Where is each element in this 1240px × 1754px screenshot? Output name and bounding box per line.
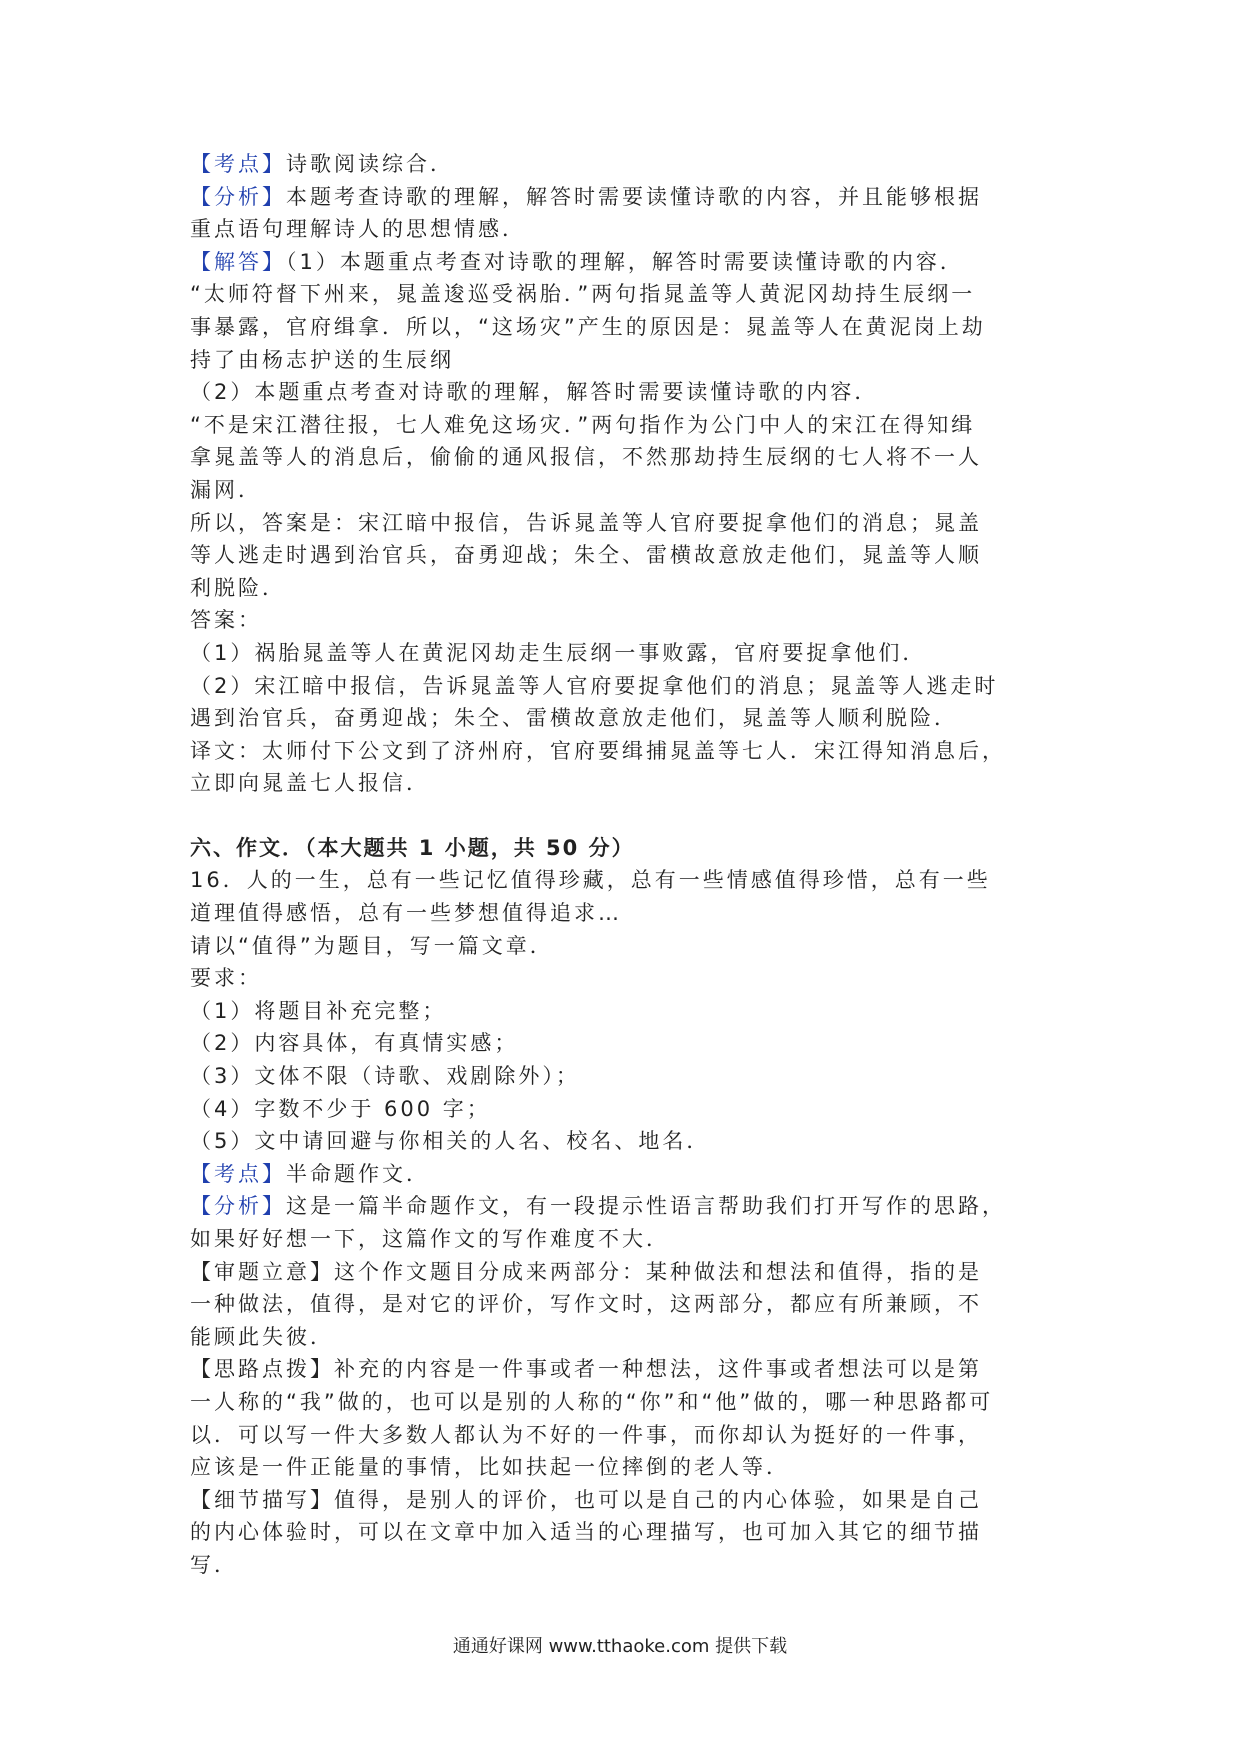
fenxi-line [190,181,1060,214]
shenti-line: 【审题立意】这个作文题目分成来两部分：某种做法和想法和值得，指的是 [190,1259,982,1284]
text-line: 立即向晁盖七人报信． [190,771,430,796]
text-line: 请以“值得”为题目，写一篇文章． [190,933,554,958]
xijie-line: 【细节描写】值得，是别人的评价，也可以是自己的内心体验，如果是自己 [190,1487,982,1512]
page-footer: 通通好课网 www.tthaoke.com 提供下载 [452,1636,788,1657]
text-line: 利脱险． [190,575,286,600]
text-line: （2）本题重点考查对诗歌的理解，解答时需要读懂诗歌的内容． [190,380,879,405]
requirement-item: （1）将题目补充完整； [190,998,447,1023]
requirement-item: （4）字数不少于 600 字； [190,1096,491,1121]
kaodian-text: 诗歌阅读综合． [286,152,454,176]
text-line: 拿晁盖等人的消息后，偷偷的通风报信，不然那劫持生辰纲的七人将不一人 [190,445,982,470]
kaodian-line [190,148,1060,181]
text-line: 等人逃走时遇到治官兵，奋勇迎战；朱仝、雷横故意放走他们，晁盖等人顺 [190,543,982,568]
jieda-text: （1）本题重点考查对诗歌的理解，解答时需要读懂诗歌的内容． [286,249,964,274]
fenxi-text: 这是一篇半命题作文，有一段提示性语言帮助我们打开写作的思路， [286,1194,1006,1219]
text-line: 一人称的“我”做的，也可以是别的人称的“你”和“他”做的，哪一种思路都可 [190,1389,994,1414]
answer-item: （1）祸胎晁盖等人在黄泥冈劫走生辰纲一事败露，官府要捉拿他们． [190,640,927,665]
requirement-item: （5）文中请回避与你相关的人名、校名、地名． [190,1129,711,1154]
kaodian-tag: 【考点】 [190,152,286,176]
jieda-tag: 【解答】 [190,249,286,274]
document-page [190,148,1060,1582]
text-line: 事暴露，官府缉拿．所以，“这场灾”产生的原因是：晁盖等人在黄泥岗上劫 [190,314,986,339]
kaodian-text: 半命题作文． [286,1161,430,1186]
requirement-item: （2）内容具体，有真情实感； [190,1031,519,1056]
kaodian-tag: 【考点】 [190,1161,286,1186]
section-gap [190,800,1060,832]
text-line: 一种做法，值得，是对它的评价，写作文时，这两部分，都应有所兼顾，不 [190,1292,982,1317]
text-line: 所以，答案是：宋江暗中报信，告诉晁盖等人官府要捉拿他们的消息；晁盖 [190,510,982,535]
fenxi-line [190,1190,1060,1223]
text-line: 漏网． [190,477,262,502]
text-line: 的内心体验时，可以在文章中加入适当的心理描写，也可加入其它的细节描 [190,1520,982,1545]
section-heading: 六、作文．（本大题共 1 小题，共 50 分） [190,835,635,860]
kaodian-line [190,1158,1060,1191]
translation-line: 译文：太师付下公文到了济州府，官府要缉捕晁盖等七人．宋江得知消息后， [190,738,1006,763]
text-line: 写． [190,1552,238,1577]
text-line: 道理值得感悟，总有一些梦想值得追求… [190,901,622,926]
text-line: 以．可以写一件大多数人都认为不好的一件事，而你却认为挺好的一件事， [190,1422,982,1447]
text-line: 持了由杨志护送的生辰纲 [190,347,454,372]
silu-line: 【思路点拨】补充的内容是一件事或者一种想法，这件事或者想法可以是第 [190,1357,982,1382]
requirements-label: 要求： [190,966,262,991]
answer-label: 答案： [190,608,262,633]
text-line: “太师符督下州来，晁盖逡巡受祸胎．”两句指晁盖等人黄泥冈劫持生辰纲一 [190,282,976,307]
fenxi-tag: 【分析】 [190,1194,286,1219]
text-line: “不是宋江潜往报，七人难免这场灾．”两句指作为公门中人的宋江在得知缉 [190,412,976,437]
text-line: 如果好好想一下，这篇作文的写作难度不大． [190,1227,670,1251]
fenxi-tag: 【分析】 [190,184,286,209]
question-line: 16．人的一生，总有一些记忆值得珍藏，总有一些情感值得珍惜，总有一些 [190,868,991,893]
requirement-item: （3）文体不限（诗歌、戏剧除外）； [190,1064,580,1089]
jieda-line [190,246,1060,279]
text-line: 应该是一件正能量的事情，比如扶起一位摔倒的老人等． [190,1455,790,1480]
text-line: 重点语句理解诗人的思想情感． [190,217,526,242]
answer-item: （2）宋江暗中报信，告诉晁盖等人官府要捉拿他们的消息；晁盖等人逃走时 [190,673,999,698]
text-line: 遇到治官兵，奋勇迎战；朱仝、雷横故意放走他们，晁盖等人顺利脱险． [190,706,958,731]
fenxi-text: 本题考查诗歌的理解，解答时需要读懂诗歌的内容，并且能够根据 [286,184,982,209]
text-line: 能顾此失彼． [190,1324,334,1349]
